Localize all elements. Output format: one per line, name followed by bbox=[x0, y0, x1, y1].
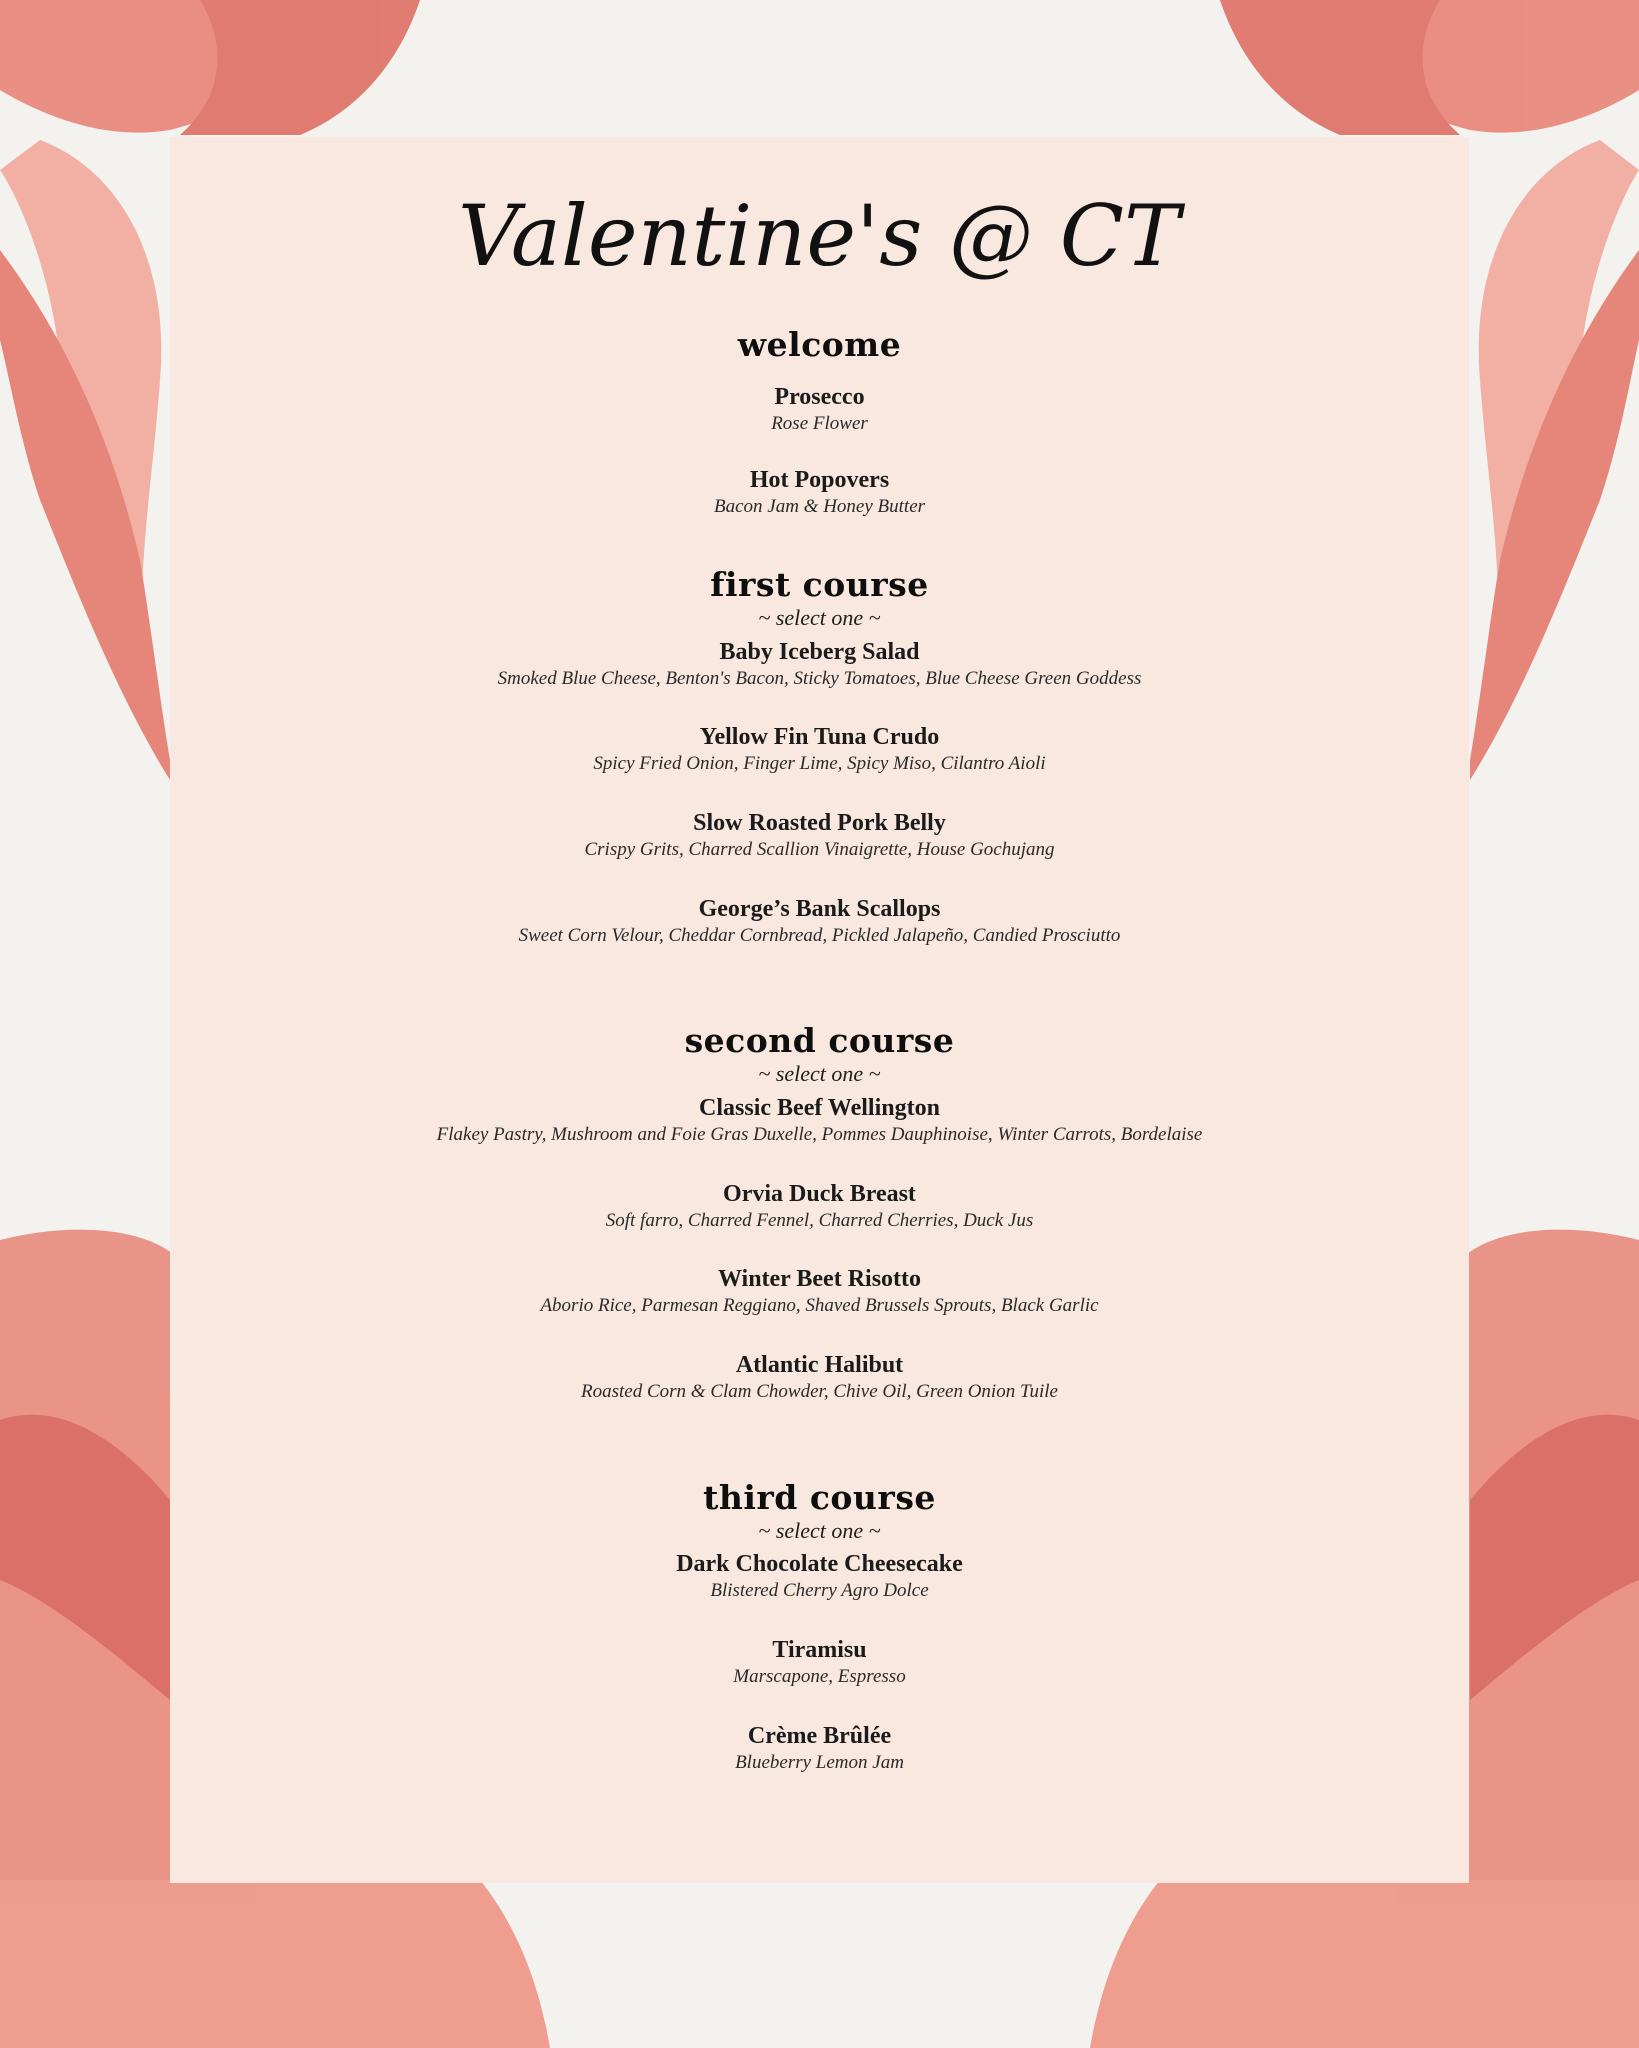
menu-item-description: Marscapone, Espresso bbox=[733, 1666, 906, 1687]
menu-item bbox=[170, 808, 1469, 862]
section-0 bbox=[170, 325, 1469, 365]
menu-item-description: Aborio Rice, Parmesan Reggiano, Shaved Brussels Sprouts, Black Garlic bbox=[540, 1295, 1099, 1316]
menu-item-name: Orvia Duck Breast bbox=[723, 1181, 916, 1207]
menu-item-name: Tiramisu bbox=[772, 1637, 867, 1663]
menu-item-name: Baby Iceberg Salad bbox=[719, 639, 920, 665]
menu-item-name: Atlantic Halibut bbox=[735, 1352, 904, 1378]
menu-item-description: Spicy Fried Onion, Finger Lime, Spicy Miso, Cilantro Aioli bbox=[593, 753, 1046, 774]
menu-item bbox=[170, 1179, 1469, 1233]
select-note: ~ select one ~ bbox=[758, 1061, 881, 1086]
section-heading: third course bbox=[703, 1478, 936, 1517]
menu-item-description: Crispy Grits, Charred Scallion Vinaigrette, House Gochujang bbox=[584, 839, 1055, 860]
menu-item bbox=[170, 382, 1469, 436]
menu-item bbox=[170, 1350, 1469, 1404]
menu-item bbox=[170, 637, 1469, 691]
menu-item-description: Blistered Cherry Agro Dolce bbox=[710, 1580, 929, 1601]
menu-item bbox=[170, 1264, 1469, 1318]
menu-card bbox=[170, 137, 1469, 1883]
menu-item-name: Crème Brûlée bbox=[747, 1723, 892, 1749]
menu-item-description: Roasted Corn & Clam Chowder, Chive Oil, Green Onion Tuile bbox=[581, 1381, 1058, 1402]
section-heading: welcome bbox=[737, 325, 902, 364]
menu-item-name: Hot Popovers bbox=[749, 467, 890, 493]
menu-item-description: Flakey Pastry, Mushroom and Foie Gras Duxelle, Pommes Dauphinoise, Winter Carrots, Bordelaise bbox=[436, 1124, 1203, 1145]
select-note: ~ select one ~ bbox=[758, 1518, 881, 1543]
menu-item-description: Soft farro, Charred Fennel, Charred Cherries, Duck Jus bbox=[605, 1210, 1034, 1231]
menu-item-name: Classic Beef Wellington bbox=[699, 1095, 940, 1121]
menu-item-description: Smoked Blue Cheese, Benton's Bacon, Sticky Tomatoes, Blue Cheese Green Goddess bbox=[497, 668, 1142, 689]
menu-item-name: George’s Bank Scallops bbox=[698, 896, 941, 922]
menu-item-description: Rose Flower bbox=[771, 413, 868, 434]
menu-item bbox=[170, 1093, 1469, 1147]
menu-item-name: Prosecco bbox=[774, 384, 865, 410]
menu-item-description: Blueberry Lemon Jam bbox=[735, 1752, 904, 1773]
menu-item-name: Winter Beet Risotto bbox=[717, 1266, 922, 1292]
select-note: ~ select one ~ bbox=[758, 605, 881, 630]
menu-item-name: Slow Roasted Pork Belly bbox=[693, 810, 946, 836]
menu-item-name: Dark Chocolate Cheesecake bbox=[676, 1551, 963, 1577]
menu-item-description: Bacon Jam & Honey Butter bbox=[713, 496, 926, 517]
menu-item-name: Yellow Fin Tuna Crudo bbox=[699, 724, 940, 750]
section-1 bbox=[170, 565, 1469, 631]
menu-item bbox=[170, 465, 1469, 519]
menu-title bbox=[170, 137, 1469, 307]
section-heading: second course bbox=[684, 1021, 955, 1060]
menu-item bbox=[170, 1721, 1469, 1775]
menu-item bbox=[170, 722, 1469, 776]
section-heading: first course bbox=[710, 565, 929, 604]
menu-item bbox=[170, 1635, 1469, 1689]
menu-item bbox=[170, 894, 1469, 948]
section-3 bbox=[170, 1478, 1469, 1544]
section-2 bbox=[170, 1021, 1469, 1087]
menu-item-description: Sweet Corn Velour, Cheddar Cornbread, Pickled Jalapeño, Candied Prosciutto bbox=[518, 925, 1121, 946]
menu-item bbox=[170, 1549, 1469, 1603]
menu-title-text: Valentine's @ CT bbox=[457, 187, 1181, 285]
